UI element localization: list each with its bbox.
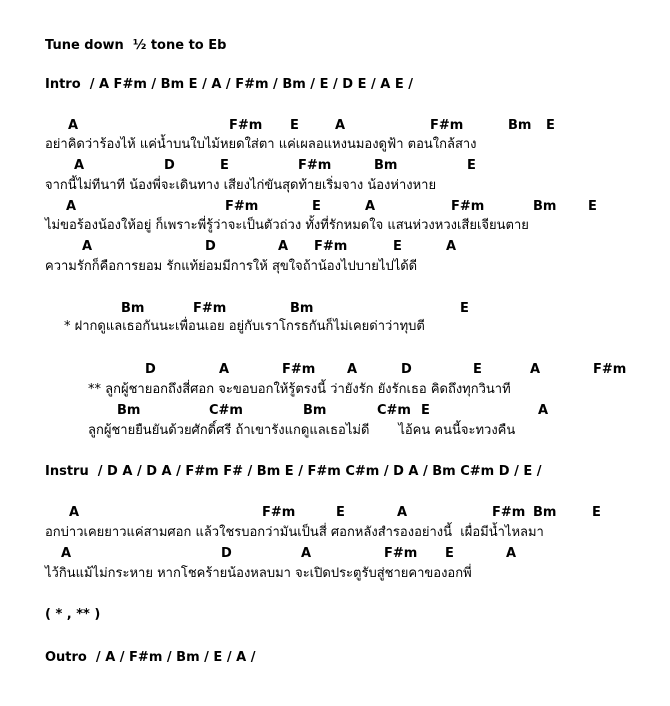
chord: E (473, 362, 482, 377)
lyric-line: อย่าคิดว่าร้องไห้ แค่น้ำบนใบไม้หยดใส่ตา แค่เผลอแหงนมองดูฟ้า ตอนใกล้สาง (45, 137, 477, 152)
lyric-line: ** ลูกผู้ชายอกถึงสี่ศอก จะขอบอกให้รู้ตรงนี้ ว่ายังรัก ยังรักเธอ คิดถึงทุกวินาที (88, 382, 511, 397)
chord: E (467, 158, 476, 173)
chord: E (220, 158, 229, 173)
chord: A (69, 505, 80, 520)
lyric-line: จากนี้ไม่ทีนาที น้องพี่จะเดินทาง เสียงไก่ขันสุดท้ายเริ่มจาง น้องห่างหาย (45, 178, 437, 193)
chord: A (347, 362, 358, 377)
tuning-note: Tune down ½ tone to Eb (45, 38, 227, 53)
chord: F#m (384, 546, 418, 561)
repeat-marker: ( * , ** ) (45, 607, 101, 622)
chord: Bm (290, 301, 314, 316)
chord: E (393, 239, 402, 254)
chord: E (290, 118, 299, 133)
chord: F#m (298, 158, 332, 173)
chord: E (546, 118, 555, 133)
chord: Bm (121, 301, 145, 316)
intro-line: Intro / A F#m / Bm E / A / F#m / Bm / E / D E / A E / (45, 77, 413, 92)
chord: F#m (492, 505, 526, 520)
chord: F#m (229, 118, 263, 133)
chord: D (221, 546, 232, 561)
lyric-line: ลูกผู้ชายยืนยันด้วยศักดิ์ศรี ถ้าเขารังแกดูแลเธอไม่ดี ไอ้คน คนนี้จะทวงคืน (88, 423, 516, 438)
chord: F#m (282, 362, 316, 377)
chord: A (74, 158, 85, 173)
chord: E (592, 505, 601, 520)
lyric-line: ไว้กินแม้ไม่กระหาย หากโชคร้ายน้องหลบมา จะเปิดประตูรับสู่ชายคาของอกพี่ (45, 566, 472, 581)
chord: D (401, 362, 412, 377)
chord: A (446, 239, 457, 254)
chord: F#m (225, 199, 259, 214)
chord: F#m (430, 118, 464, 133)
chord: A (278, 239, 289, 254)
chord: E (336, 505, 345, 520)
lyric-line: ไม่ขอร้องน้องให้อยู่ ก็เพราะพี่รู้ว่าจะเป็นตัวถ่วง ทั้งที่รักหมดใจ แสนห่วงหวงเสียเจียนตาย (45, 218, 529, 233)
chord: C#m (209, 403, 243, 418)
chord: Bm (533, 199, 557, 214)
chord: A (538, 403, 549, 418)
chord: A (335, 118, 346, 133)
chord: E (460, 301, 469, 316)
chord: E (588, 199, 597, 214)
chord: A (61, 546, 72, 561)
chord: A (506, 546, 517, 561)
chord: A (530, 362, 541, 377)
chord: C#m (377, 403, 411, 418)
chord: A (365, 199, 376, 214)
chord: Bm (508, 118, 532, 133)
lyric-line: ความรักก็คือการยอม รักแท้ย่อมมีการให้ สุขใจถ้าน้องไปบายไปได้ดี (45, 259, 418, 274)
chord: A (68, 118, 79, 133)
chord: F#m (451, 199, 485, 214)
lyric-line: อกบ่าวเคยยาวแค่สามศอก แล้วใชรบอกว่ามันเป็นสี่ ศอกหลังสำรองอย่างนี้ เผื่อมีน้ำไหลมา (45, 525, 544, 540)
chord: F#m (262, 505, 296, 520)
lyric-line: * ฝากดูแลเธอกันนะเพื่อนเอย อยู่กับเราโกรธกันก็ไม่เคยด่าว่าทุบตี (64, 319, 425, 334)
chord: Bm (303, 403, 327, 418)
chord: D (205, 239, 216, 254)
chord: D (164, 158, 175, 173)
chord: D (145, 362, 156, 377)
chord: E (312, 199, 321, 214)
chord: E (445, 546, 454, 561)
chord: A (301, 546, 312, 561)
chord: A (397, 505, 408, 520)
outro-line: Outro / A / F#m / Bm / E / A / (45, 650, 256, 665)
chord: F#m (193, 301, 227, 316)
chord: A (66, 199, 77, 214)
chord: E (421, 403, 430, 418)
chord: F#m (593, 362, 627, 377)
chord: A (219, 362, 230, 377)
instrumental-line: Instru / D A / D A / F#m F# / Bm E / F#m C#m / D A / Bm C#m D / E / (45, 464, 542, 479)
chord: Bm (117, 403, 141, 418)
chord: Bm (374, 158, 398, 173)
chord: A (82, 239, 93, 254)
chord: F#m (314, 239, 348, 254)
chord: Bm (533, 505, 557, 520)
